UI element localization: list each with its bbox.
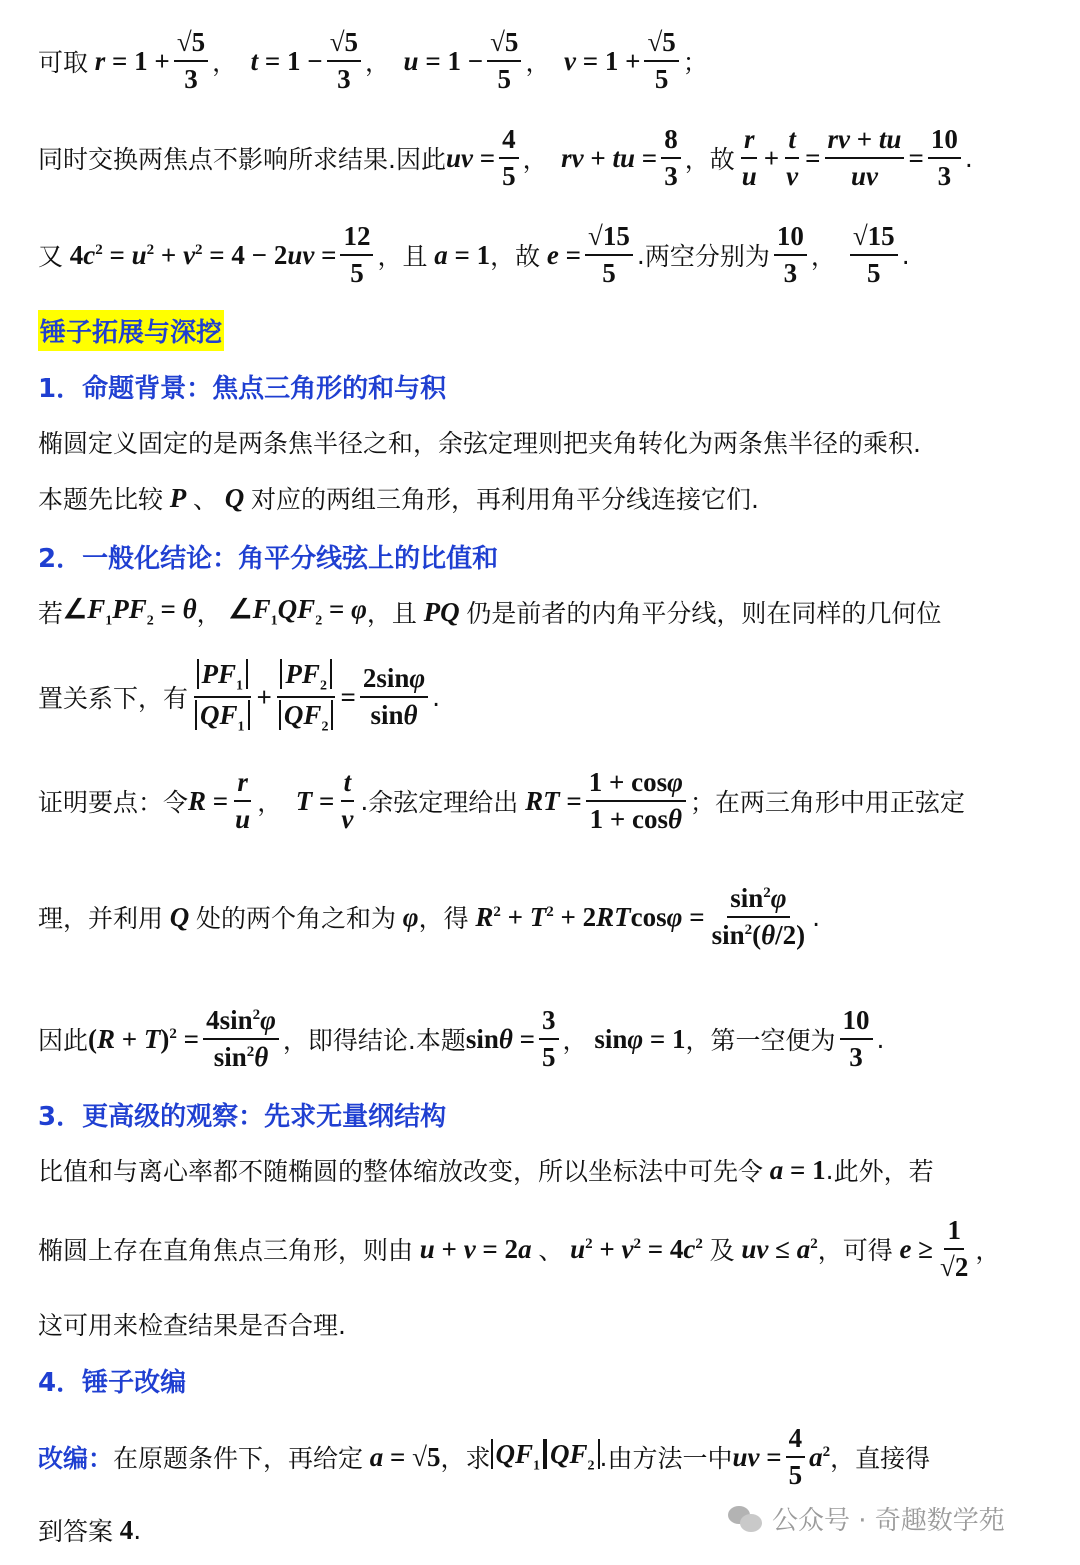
formula-line-1: 可取 r = 1 + $\frac{√5}{3}$ ， t = 1 − $\frac{√5}{3}$ ， u = 1 − $\frac{√5}{5}$ ， v = 1 + $\frac{√5}{5}$ ； (38, 26, 708, 94)
fraction: $\frac{rv + tu}{uv}$ (825, 124, 905, 192)
heading-1: 1．命题背景：焦点三角形的和与积 (38, 373, 447, 404)
paragraph-4: 置关系下，有 $\frac{PF_1}{QF_1}$ + $\frac{PF_2}{QF_2}$ = $\frac{2\sin\varphi}{\sin\theta}$ . (38, 658, 441, 735)
fraction: $\frac{r}{u}$ (741, 123, 757, 191)
fraction: $\frac{√5}{3}$ (174, 27, 208, 95)
fraction: $\frac{1}{√2}$ (940, 1214, 969, 1282)
paragraph-8: 比值和与离心率都不随椭圆的整体缩放改变，所以坐标法中可先令 a = 1 . 此外，若 (38, 1154, 934, 1186)
fraction: $\frac{4\sin^2\varphi}{\sin^2\theta}$ (203, 1005, 279, 1073)
fraction: $\frac{PF_1}{QF_1}$ (192, 659, 253, 736)
paragraph-3: 若 $\angle F_1PF_2 = \theta$ ， $\angle F_1QF_2 = \varphi$ ，且 PQ 仍是前者的内角平分线，则在同样的几何位 (38, 594, 942, 629)
fraction: $\frac{10}{3}$ (928, 124, 961, 192)
fraction: $\frac{8}{3}$ (661, 124, 681, 192)
paragraph-10: 这可用来检查结果是否合理. (38, 1311, 346, 1340)
paragraph-5: 证明要点：令 R = $\frac{r}{u}$ ， T = $\frac{t}{v}$ . 余弦定理给出 RT = $\frac{1 + \cos\varphi}{1 + \cos\theta}$ ；在两三角形中用正弦定 (38, 766, 965, 834)
section-title: 锤子拓展与深挖 (38, 310, 1070, 350)
paragraph-11: 改编： 在原题条件下，再给定 a = √5 ，求 $QF_1$ $QF_2$ . 由方法一中 uv = $\frac{4}{5}$ $a^2$ ，直接得 (38, 1422, 931, 1490)
watermark-text: 公众号 · 奇趣数学苑 (772, 1506, 1005, 1536)
paragraph-7: 因此 $(R + T)^2$ = $\frac{4\sin^2\varphi}{\sin^2\theta}$ ，即得结论. 本题 sinθ = $\frac{3}{5}$ ， sinφ = 1 ，第一空便为 $\frac{10}{3}$ . (38, 1004, 885, 1072)
heading-3: 3．更高级的观察：先求无量纲结构 (38, 1101, 447, 1132)
fraction: $\frac{√15}{5}$ (585, 221, 633, 289)
fraction: $\frac{10}{3}$ (840, 1005, 873, 1073)
watermark (728, 1500, 1005, 1537)
fraction: $\frac{3}{5}$ (539, 1005, 559, 1073)
fraction: $\frac{2\sin\varphi}{\sin\theta}$ (360, 663, 428, 731)
formula-line-2: 同时交换两焦点不影响所求结果. 因此 uv = $\frac{4}{5}$ ， rv + tu = $\frac{8}{3}$ ， 故 $\frac{r}{u}$ + $\frac{t}{v}$ = $\frac{rv + tu}{uv}$ = $\frac{10}{3}$ . (38, 123, 973, 191)
fraction: $\frac{r}{u}$ (235, 766, 251, 834)
paragraph-12: 到答案 4 . (38, 1514, 142, 1546)
formula-line-3: 又 $4c^2 = u^2 + v^2 = 4 - 2uv$ = $\frac{12}{5}$ ， 且 a = 1 ， 故 e = $\frac{√15}{5}$ . 两空分别为 $\frac{10}{3}$ ， $\frac{√15}{5}$ . (38, 220, 910, 288)
fraction: $\frac{t}{v}$ (786, 123, 799, 191)
fraction: $\frac{1 + \cos\varphi}{1 + \cos\theta}$ (586, 767, 686, 835)
fraction: $\frac{√15}{5}$ (850, 221, 898, 289)
heading-4: 4．锤子改编 (38, 1367, 187, 1398)
fraction: $\frac{4}{5}$ (499, 124, 519, 192)
fraction: $\frac{\sin^2\varphi}{\sin^2(\theta/2)}$ (711, 882, 806, 950)
paragraph-2: 本题先比较 P 、 Q 对应的两组三角形，再利用角平分线连接它们. (38, 482, 759, 514)
wechat-icon (728, 1504, 764, 1534)
heading-2: 2．一般化结论：角平分线弦上的比值和 (38, 543, 499, 574)
paragraph-1: 椭圆定义固定的是两条焦半径之和，余弦定理则把夹角转化为两条焦半径的乘积. (38, 429, 921, 458)
fraction: $\frac{10}{3}$ (774, 221, 807, 289)
fraction: $\frac{4}{5}$ (786, 1423, 806, 1491)
fraction: $\frac{t}{v}$ (341, 766, 354, 834)
fraction: $\frac{PF_2}{QF_2}$ (276, 659, 337, 736)
fraction: $\frac{12}{5}$ (340, 221, 373, 289)
fraction: $\frac{√5}{5}$ (644, 27, 678, 95)
paragraph-9: 椭圆上存在直角焦点三角形，则由 u + v = 2a 、 $u^2 + v^2 = 4c^2$ 及 uv ≤ $a^2$ ，可得 e ≥ $\frac{1}{√2}$ ， (38, 1214, 1001, 1282)
fraction: $\frac{√5}{3}$ (327, 27, 361, 95)
fraction: $\frac{√5}{5}$ (487, 27, 521, 95)
paragraph-6: 理，并利用 Q 处的两个角之和为 φ ，得 $R^2 + T^2 + 2RTcos\varphi$ = $\frac{\sin^2\varphi}{\sin^2(\theta/2)}$ . (38, 882, 821, 950)
